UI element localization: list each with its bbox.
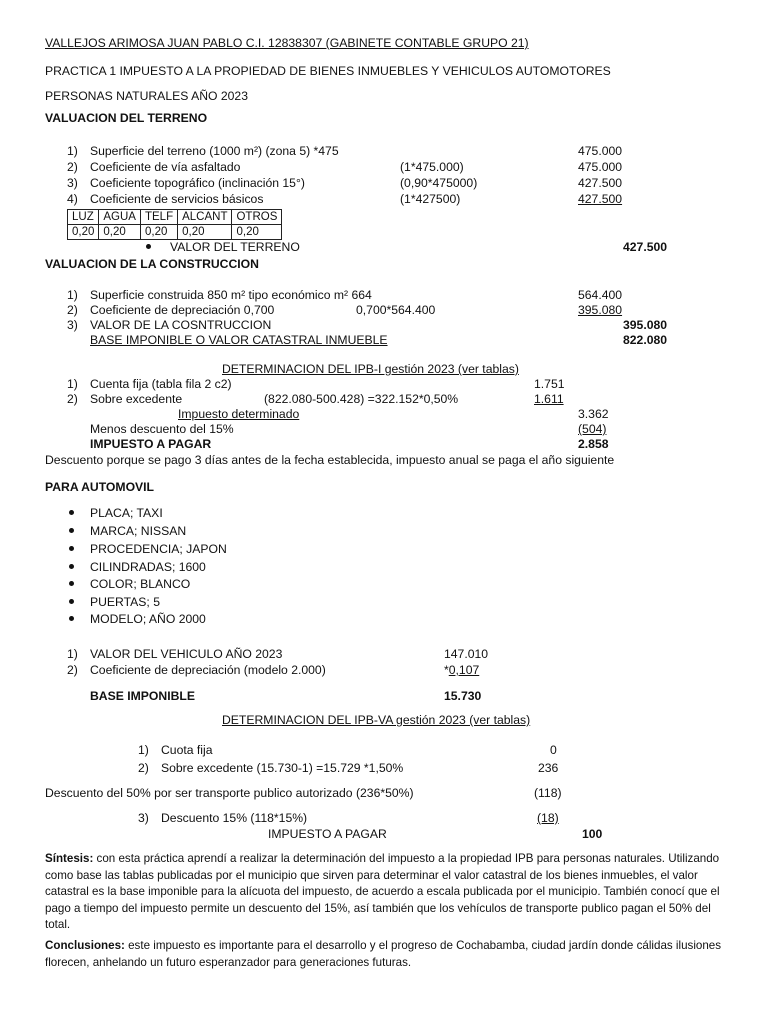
auto-bullet-item: MODELO; AÑO 2000 — [90, 612, 206, 626]
base-imponible-inmueble-value: 822.080 — [623, 333, 668, 347]
impuesto-determinado-label: Impuesto determinado — [178, 407, 300, 421]
ipbi-item-calc: (822.080-500.428) =322.152*0,50% — [264, 392, 459, 406]
auto-bullet-item: MARCA; NISSAN — [90, 524, 187, 538]
terreno-item-label: Superficie del terreno (1000 m²) (zona 5) *475 — [90, 144, 339, 158]
terreno-item-num: 3) — [67, 176, 78, 190]
discount15-num: 3) — [138, 811, 149, 825]
terreno-item-label: Coeficiente de servicios básicos — [90, 192, 264, 206]
impuesto-determinado-value: 3.362 — [578, 407, 609, 421]
terreno-item-value: 475.000 — [578, 144, 623, 158]
terreno-item-value: 427.500 — [578, 176, 623, 190]
terreno-item-num: 2) — [67, 160, 78, 174]
construccion-item-label: Coeficiente de depreciación 0,700 — [90, 303, 275, 317]
terreno-item-label: Coeficiente topográfico (inclinación 15°) — [90, 176, 305, 190]
ipbva-pay-label: IMPUESTO A PAGAR — [268, 827, 387, 841]
discount15-label: Descuento 15% (118*15%) — [161, 811, 308, 825]
ipbi-note: Descuento porque se pago 3 días antes de la fecha establecida, impuesto anual se paga el año siguiente — [45, 453, 615, 467]
construccion-item-label: VALOR DE LA COSNTRUCCION — [90, 318, 272, 332]
terreno-item-num: 1) — [67, 144, 78, 158]
auto-item-value — [444, 663, 479, 678]
bullet-dot — [69, 599, 74, 604]
descuento-label: Menos descuento del 15% — [90, 422, 234, 436]
services-value-cell: 0,20 — [140, 225, 177, 240]
descuento-value: (504) — [578, 422, 607, 436]
construccion-item-value: 564.400 — [578, 288, 623, 302]
services-header-row — [68, 210, 282, 225]
ipbi-item-value: 1.751 — [534, 377, 565, 391]
construccion-item-label: Superficie construida 850 m² tipo económico m² 664 — [90, 288, 372, 302]
ipbi-pay-value: 2.858 — [578, 437, 609, 451]
ipbi-item-value: 1.611 — [534, 392, 564, 406]
construccion-item-value: 395.080 — [623, 318, 668, 332]
discount50-label: Descuento del 50% por ser transporte publico autorizado (236*50%) — [45, 786, 414, 800]
ipbva-item-label: Sobre excedente (15.730-1) =15.729 *1,50% — [161, 761, 404, 775]
ipbva-item-value: 0 — [550, 743, 557, 757]
terreno-item-num: 4) — [67, 192, 78, 206]
terreno-item-calc: (0,90*475000) — [400, 176, 478, 190]
ipbva-pay-value: 100 — [582, 827, 603, 841]
services-header-cell: ALCANT — [178, 210, 232, 225]
terreno-item-value: 427.500 — [578, 192, 623, 206]
ipbva-item-num: 2) — [138, 761, 149, 775]
auto-item-label: VALOR DEL VEHICULO AÑO 2023 — [90, 647, 283, 661]
services-value-cell: 0,20 — [178, 225, 232, 240]
services-value-cell: 0,20 — [99, 225, 141, 240]
terreno-item-label: Coeficiente de vía asfaltado — [90, 160, 241, 174]
ipbva-item-label: Cuota fija — [161, 743, 213, 757]
terreno-total-label: VALOR DEL TERRENO — [170, 240, 300, 254]
services-header-cell: TELF — [140, 210, 177, 225]
services-header-cell: OTROS — [232, 210, 282, 225]
services-header-cell: LUZ — [68, 210, 99, 225]
terreno-item-calc: (1*475.000) — [400, 160, 464, 174]
auto-heading: PARA AUTOMOVIL — [45, 480, 155, 494]
bullet-dot — [69, 510, 74, 515]
auto-bullet-item: COLOR; BLANCO — [90, 577, 191, 591]
conclusiones-text: este impuesto es importante para el desarrollo y el progreso de Cochabamba, ciudad jardín donde cálidas ilusiones florecen, anhelando un futuro esperanzador para generaciones futuras. — [45, 939, 722, 969]
auto-base-value: 15.730 — [444, 689, 482, 703]
construccion-item-num: 1) — [67, 288, 78, 302]
ipbva-item-value: 236 — [538, 761, 559, 775]
sintesis-label: Síntesis: — [45, 852, 94, 865]
construccion-item-num: 3) — [67, 318, 78, 332]
terreno-heading: VALUACION DEL TERRENO — [45, 111, 208, 125]
conclusiones-paragraph — [45, 938, 725, 971]
bullet-dot — [69, 616, 74, 621]
services-value-cell: 0,20 — [68, 225, 99, 240]
services-table — [67, 209, 282, 240]
bullet-dot — [69, 581, 74, 586]
auto-item-label: Coeficiente de depreciación (modelo 2.000) — [90, 663, 326, 677]
auto-bullet-item: PLACA; TAXI — [90, 506, 163, 520]
services-value-row — [68, 225, 282, 240]
ipbva-item-num: 1) — [138, 743, 149, 757]
value-prefix: * — [444, 663, 449, 677]
sintesis-text: con esta práctica aprendí a realizar la determinación del impuesto a la propiedad IPB para personas naturales. Utilizando como base las tablas publicadas por el municipio que sirven para determinar el valor catastral de los bienes inmuebles, el valor catastral es la base imponible para la alícuota del impuesto, de acuerdo a escala publicada por el municipio. También conocí que el pago a tiempo del impuesto permite un descuento del 15%, así también que los vehículos de transporte publico pagan el 50% del total. — [45, 852, 720, 931]
auto-item-num: 1) — [67, 647, 78, 661]
construccion-item-value: 395.080 — [578, 303, 623, 317]
practice-title: PRACTICA 1 IMPUESTO A LA PROPIEDAD DE BIENES INMUEBLES Y VEHICULOS AUTOMOTORES — [45, 64, 611, 78]
discount50-value: (118) — [534, 786, 562, 800]
sintesis-paragraph — [45, 851, 725, 934]
services-value-cell: 0,20 — [232, 225, 282, 240]
bullet-dot — [69, 546, 74, 551]
auto-bullet-item: PUERTAS; 5 — [90, 595, 160, 609]
services-header-cell: AGUA — [99, 210, 141, 225]
terreno-total-value: 427.500 — [623, 240, 668, 254]
author-line: VALLEJOS ARIMOSA JUAN PABLO C.I. 12838307 (GABINETE CONTABLE GRUPO 21) — [45, 36, 529, 50]
ipbi-title: DETERMINACION DEL IPB-I gestión 2023 (ver tablas) — [222, 362, 519, 376]
ipbi-item-label: Sobre excedente — [90, 392, 183, 406]
ipbva-title: DETERMINACION DEL IPB-VA gestión 2023 (ver tablas) — [222, 713, 531, 727]
ipbi-item-num: 2) — [67, 392, 78, 406]
ipbi-item-label: Cuenta fija (tabla fila 2 c2) — [90, 377, 232, 391]
ipbi-pay-label: IMPUESTO A PAGAR — [90, 437, 212, 451]
auto-bullet-item: CILINDRADAS; 1600 — [90, 560, 206, 574]
construccion-heading: VALUACION DE LA CONSTRUCCION — [45, 257, 259, 271]
auto-bullet-item: PROCEDENCIA; JAPON — [90, 542, 227, 556]
auto-item-value: 147.010 — [444, 647, 489, 661]
construccion-item-calc: 0,700*564.400 — [356, 303, 436, 317]
bullet-dot — [69, 528, 74, 533]
auto-base-label: BASE IMPONIBLE — [90, 689, 195, 703]
depreciation-coefficient: 0,107 — [448, 663, 480, 677]
discount15-value: (18) — [537, 811, 559, 825]
auto-item-num: 2) — [67, 663, 78, 677]
conclusiones-label: Conclusiones: — [45, 939, 125, 952]
base-imponible-inmueble-label: BASE IMPONIBLE O VALOR CATASTRAL INMUEBLE — [90, 333, 388, 347]
ipbi-item-num: 1) — [67, 377, 78, 391]
terreno-item-calc: (1*427500) — [400, 192, 461, 206]
construccion-item-num: 2) — [67, 303, 78, 317]
bullet-dot — [69, 564, 74, 569]
bullet-dot — [146, 244, 151, 249]
persons-line: PERSONAS NATURALES AÑO 2023 — [45, 89, 248, 103]
terreno-item-value: 475.000 — [578, 160, 623, 174]
